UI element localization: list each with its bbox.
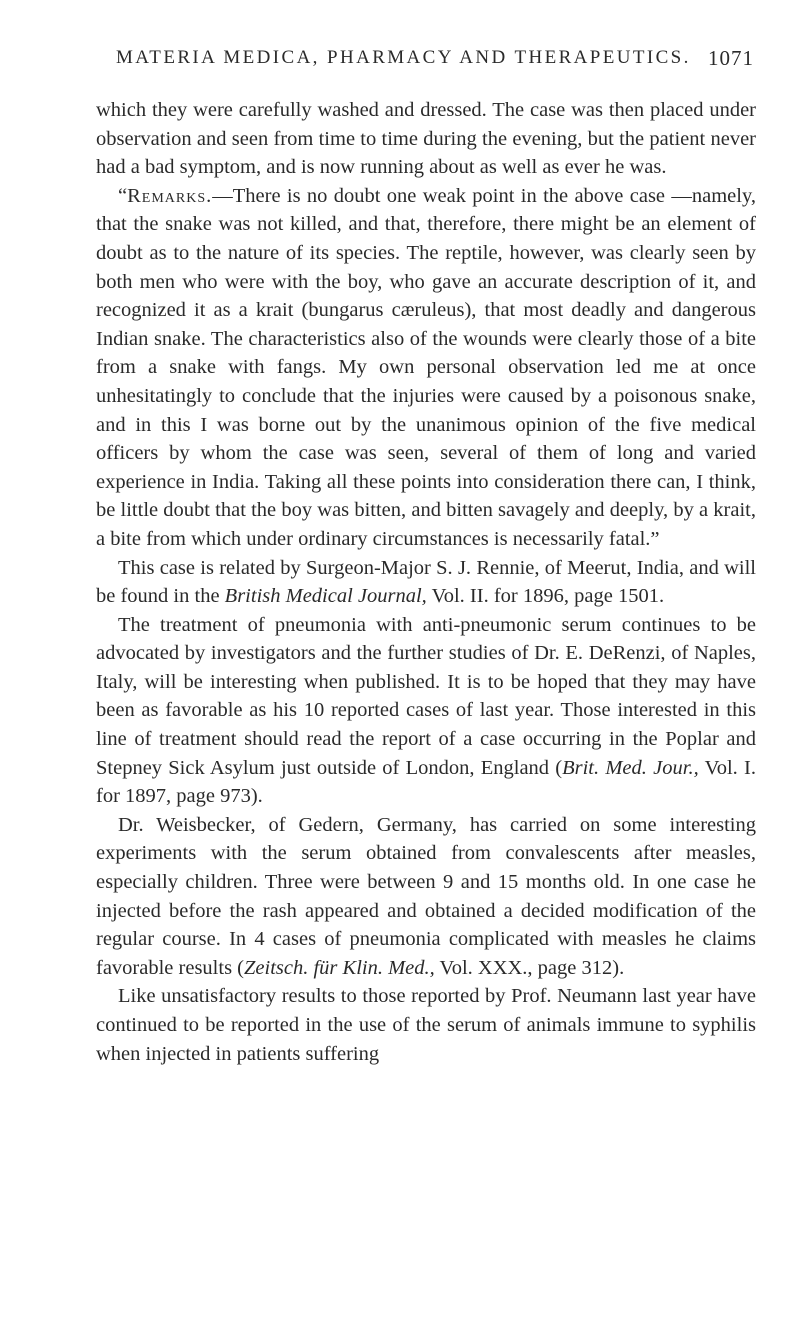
- paragraph-text: Vol. XXX., page 312).: [439, 956, 625, 979]
- paragraph-text: —There is no doubt one weak point in the above case —namely, that the snake was not killed, and that, therefore, there might be an element of doubt as to the nature of its species. The reptile, however, was clearly seen by both men who were with the boy, who gave an accurate description of it, and recognized it as a krait (bungarus cæruleus), that most deadly and dangerous Indian snake. The characteristics also of the wounds were clearly those of a bite from a snake with fangs. My own personal observation led me at once unhesitatingly to conclude that the injuries were caused by a poisonous snake, and in this I was borne out by the unanimous opinion of the five medical officers by whom the case was seen, several of them of long and varied experience in India. Taking all these points into consideration there can, I think, be little doubt that the boy was bitten, and bitten savagely and deeply, by a krait, a bite from which under ordinary circumstances is necessarily fatal.”: [96, 184, 756, 550]
- paragraph-text: Vol. II. for 1896, page 1501.: [431, 585, 665, 608]
- paragraph-continuation: [96, 96, 756, 182]
- paragraph-text: Like unsatisfactory results to those reported by Prof. Neumann last year have continued to be reported in the use of the serum of animals immune to syphilis when injected in patients suffering: [96, 985, 756, 1065]
- paragraph-text: which they were carefully washed and dressed. The case was then placed under observation and seen from time to time during the evening, but the patient never had a bad symptom, and is now running about as well as ever he was.: [96, 99, 756, 179]
- paragraph-pneumonia-serum: [96, 611, 756, 811]
- page-number: 1071: [708, 46, 754, 70]
- body-text: [96, 96, 756, 1068]
- paragraph-remarks: [96, 182, 756, 554]
- open-quote: “: [118, 184, 128, 207]
- journal-citation: Zeitsch. für Klin. Med.,: [244, 956, 435, 979]
- journal-citation: British Medical Journal,: [224, 585, 427, 608]
- remarks-heading: Remarks.: [127, 184, 213, 207]
- paragraph-text: This case is related by Surgeon-Major S. J. Rennie, of Meerut, India, and will be found in the: [96, 556, 756, 608]
- journal-citation: Brit. Med. Jour.,: [562, 756, 699, 779]
- paragraph-syphilis-serum: [96, 982, 756, 1068]
- paragraph-text: The treatment of pneumonia with anti-pneumonic serum continues to be advocated by investigators and the further studies of Dr. E. DeRenzi, of Naples, Italy, will be interesting when published. It is to be hoped that they may have been as favorable as his 10 reported cases of last year. Those interested in this line of treatment should read the report of a case occurring in the Poplar and Stepney Sick Asylum just outside of London, England (: [96, 613, 756, 779]
- running-head: [96, 44, 754, 72]
- paragraph-measles-serum: [96, 811, 756, 983]
- paragraph-rennie-case: [96, 554, 756, 611]
- paragraph-text: Dr. Weisbecker, of Gedern, Germany, has carried on some interesting experiments with the serum obtained from convalescents after measles, especially children. Three were between 9 and 15 months old. In one case he injected before the rash appeared and obtained a decided modification of the regular course. In 4 cases of pneumonia complicated with measles he claims favorable results (: [96, 813, 756, 979]
- paragraph-text: Vol. I. for 1897, page 973).: [96, 756, 756, 808]
- running-title: MATERIA MEDICA, PHARMACY AND THERAPEUTICS.: [116, 47, 691, 68]
